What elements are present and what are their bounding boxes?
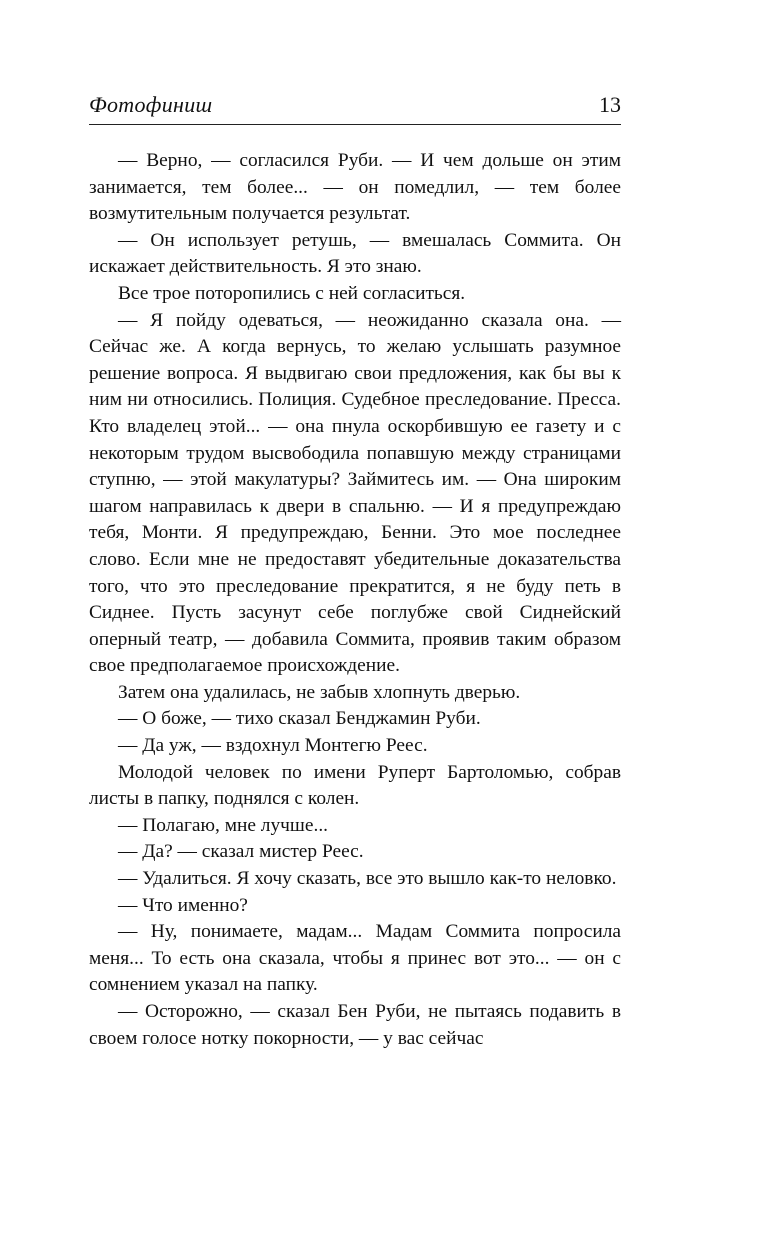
page-header — [89, 88, 621, 125]
paragraph: — Полагаю, мне лучше... — [118, 814, 329, 836]
paragraph: — Удалиться. Я хочу сказать, все это вышло как-то неловко. — [118, 868, 617, 890]
paragraph: — Да уж, — вздохнул Монтегю Реес. — [118, 735, 428, 757]
paragraph: — Что именно? — [118, 894, 248, 916]
paragraph: — Ну, понимаете, мадам... Мадам Соммита попросила меня... То есть она сказала, чтобы я принес вот это... — он с сомнением указал на папку. — [89, 921, 621, 996]
paragraph: — Да? — сказал мистер Реес. — [118, 841, 364, 863]
paragraph: Молодой человек по имени Руперт Бартоломью, собрав листы в папку, поднялся с колен. — [89, 761, 621, 810]
running-title: Фотофиниш — [89, 92, 213, 117]
paragraph: — Осторожно, — сказал Бен Руби, не пытаясь подавить в своем голосе нотку покорности, — у вас сейчас — [89, 1001, 621, 1049]
paragraph: Затем она удалилась, не забыв хлопнуть дверью. — [118, 681, 521, 703]
paragraph: — Я пойду одеваться, — неожиданно сказала она. — Сейчас же. А когда вернусь, то желаю услышать разумное решение вопроса. Я выдвигаю свои предложения, как бы вы к ним ни относились. Полиция. Судебное преследование. Пресса. Кто владелец этой... — она пнула оскорбившую ее газету и с некоторым трудом высвободила попавшую между страницами ступню, — этой макулатуры? Займитесь им. — Она широким шагом направилась к двери в спальню. — И я предупреждаю тебя, Монти. Я предупреждаю, Бенни. Это мое последнее слово. Если мне не предоставят убедительные доказательства того, что это преследование прекратится, я не буду петь в Сиднее. Пусть засунут себе поглубже свой Сиднейский оперный театр, — добавила Соммита, проявив таким образом свое предполагаемое происхождение. — [89, 309, 621, 677]
page-number: 13 — [599, 92, 621, 117]
body-text — [89, 148, 621, 1052]
paragraph: — О боже, — тихо сказал Бенджамин Руби. — [118, 708, 481, 730]
paragraph: Все трое поторопились с ней согласиться. — [118, 282, 466, 304]
paragraph: — Он использует ретушь, — вмешалась Соммита. Он искажает действительность. Я это знаю. — [89, 229, 621, 278]
paragraph: — Верно, — согласился Руби. — И чем дольше он этим занимается, тем более... — он помедлил, — тем более возмутительным получается результат. — [89, 150, 621, 225]
